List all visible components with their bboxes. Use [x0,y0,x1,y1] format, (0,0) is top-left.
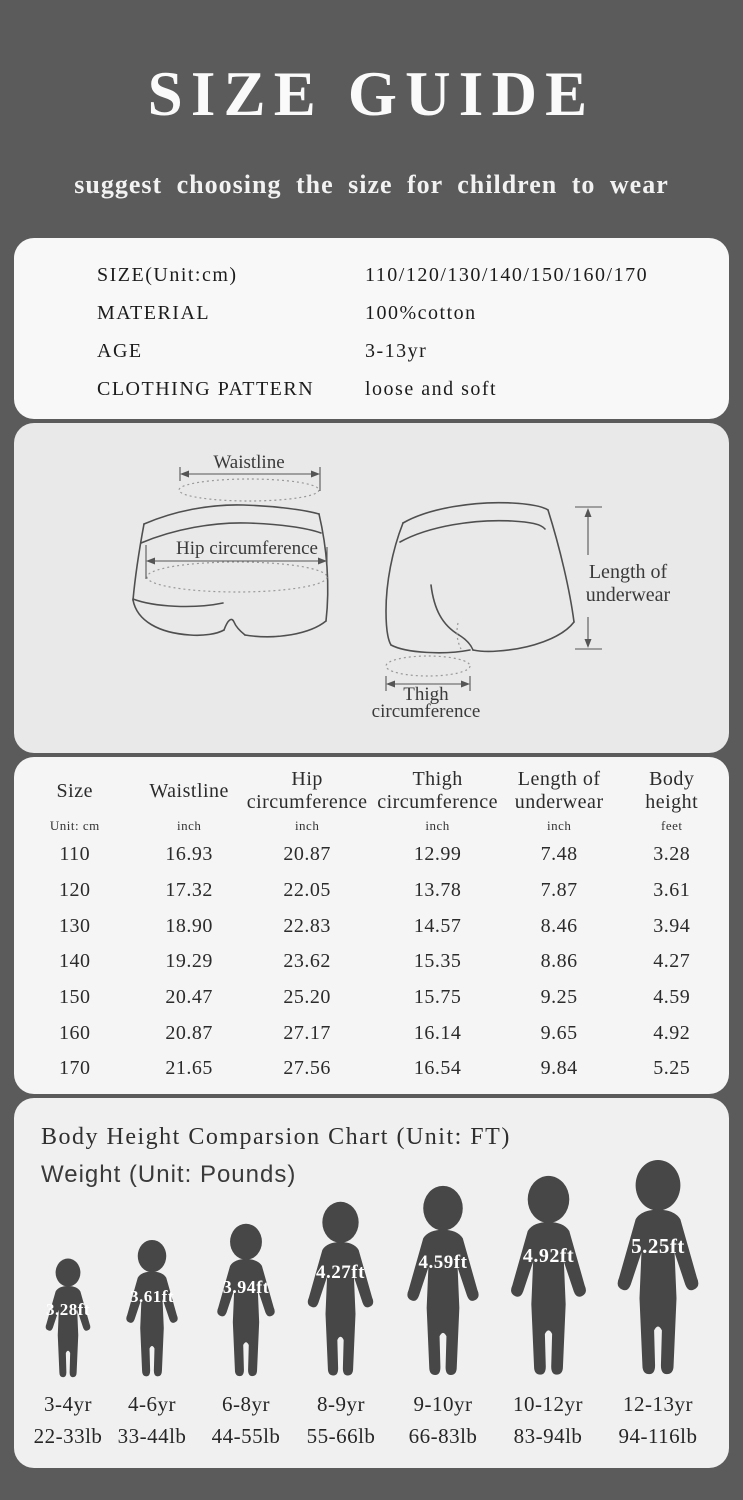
table-unit-label: Unit: cm [49,818,100,833]
size-table-card [14,757,729,1094]
figure-age-label: 12-13yr [623,1392,693,1416]
table-cell: 7.87 [540,879,578,902]
table-unit-label: feet [661,818,683,833]
info-value: 110/120/130/140/150/160/170 [365,263,649,286]
table-cell: 3.28 [653,843,691,866]
table-cell: 4.27 [653,950,691,973]
figure-caption-5 [388,1392,498,1449]
table-cell: 9.65 [540,1021,578,1044]
table-column-header: Thigh circumference [377,768,499,813]
table-cell: 8.46 [540,914,578,937]
figure-weight-label: 94-116lb [618,1424,698,1448]
info-row-age [97,332,729,370]
info-label: MATERIAL [97,301,211,324]
figure-weight-label: 22-33lb [33,1424,103,1448]
table-cell: 3.94 [653,914,691,937]
figure-age-label: 8-9yr [317,1392,365,1416]
table-cell: 22.83 [283,914,331,937]
person-silhouette-icon [121,1239,183,1381]
person-silhouette-icon [503,1175,594,1381]
person-silhouette-icon [400,1185,486,1381]
thigh-label-line1: Thigh [403,684,449,705]
length-label-line2: underwear [585,584,671,606]
page-subtitle: suggest choosing the size for children to wear [74,170,669,199]
dimension-arrowheads [146,471,592,688]
measurement-diagram-card [14,423,729,753]
underwear-measurement-diagram [14,423,729,753]
figure-weight-label: 66-83lb [408,1424,478,1448]
child-figure-5 [400,1185,486,1381]
height-chart-card [14,1098,729,1468]
info-row-material [97,294,729,332]
table-cell: 20.87 [165,1021,213,1044]
table-cell: 4.59 [653,986,691,1009]
thigh-ellipse [386,656,470,676]
table-cell: 25.20 [283,986,331,1009]
front-view-shorts-sketch [386,503,574,653]
table-cell: 15.75 [413,986,462,1009]
info-row-pattern [97,370,729,408]
size-table [14,757,729,1087]
child-figure-4 [301,1201,380,1381]
table-cell: 27.17 [283,1021,331,1044]
dimension-lines [146,467,602,691]
table-column-header: Hip circumference [246,768,368,813]
table-cell: 170 [59,1057,91,1080]
weight-chart-title: Weight (Unit: Pounds) [41,1161,297,1188]
waistline-ellipse [179,479,319,501]
info-value: loose and soft [365,377,498,400]
table-cell: 5.25 [653,1057,691,1080]
figure-height-label: 4.92ft [522,1245,575,1268]
table-column-header: Length of underwear [514,768,604,813]
height-chart-title: Body Height Comparsion Chart (Unit: FT) [41,1124,511,1150]
figure-caption-3 [191,1392,301,1449]
table-cell: 9.84 [540,1057,578,1080]
hip-circumference-label: Hip circumference [176,538,318,559]
back-view-shorts-sketch [133,505,328,637]
info-label: AGE [97,339,143,362]
table-cell: 23.62 [283,950,331,973]
table-column-header: Body height [645,768,699,813]
table-cell: 12.99 [413,843,462,866]
table-cell: 21.65 [165,1057,213,1080]
table-column-header: Waistline [149,779,229,802]
child-figure-3 [211,1223,281,1381]
figure-age-label: 9-10yr [413,1392,473,1416]
table-cell: 16.54 [413,1057,462,1080]
figure-height-label: 4.59ft [418,1251,468,1273]
table-cell: 4.92 [653,1021,691,1044]
table-cell: 20.87 [283,843,331,866]
figure-weight-label: 83-94lb [513,1424,583,1448]
table-cell: 20.47 [165,986,213,1009]
figure-weight-label: 44-55lb [211,1424,281,1448]
person-silhouette-icon [301,1201,380,1381]
table-cell: 16.93 [165,843,213,866]
child-figure-7 [609,1159,707,1381]
figure-weight-label: 55-66lb [306,1424,376,1448]
person-silhouette-icon [609,1159,707,1381]
child-figure-6 [503,1175,594,1381]
table-column-header: Size [56,779,93,802]
table-unit-label: inch [294,818,320,833]
figure-height-label: 3.94ft [222,1276,270,1297]
table-cell: 22.05 [283,879,331,902]
product-info-rows [14,238,729,408]
info-label: SIZE(Unit:cm) [97,263,238,286]
figure-age-label: 4-6yr [128,1392,176,1416]
table-cell: 130 [59,914,91,937]
table-cell: 19.29 [165,950,213,973]
table-cell: 160 [59,1021,91,1044]
table-cell: 14.57 [413,914,462,937]
table-cell: 16.14 [413,1021,462,1044]
table-cell: 7.48 [540,843,578,866]
info-value: 100%cotton [365,301,477,324]
table-cell: 17.32 [165,879,213,902]
table-unit-label: inch [546,818,572,833]
hip-ellipse [147,562,327,592]
table-cell: 120 [59,879,91,902]
table-cell: 9.25 [540,986,578,1009]
thigh-label-line2: circumference [371,701,481,722]
figure-caption-4 [286,1392,396,1449]
child-figure-1 [41,1258,95,1381]
figure-height-label: 4.27ft [316,1262,365,1284]
figure-caption-7 [603,1392,713,1449]
table-cell: 27.56 [283,1057,331,1080]
info-value: 3-13yr [365,339,428,362]
table-unit-label: inch [176,818,202,833]
info-row-size [97,256,729,294]
table-cell: 150 [59,986,91,1009]
person-silhouette-icon [211,1223,281,1381]
table-unit-label: inch [425,818,450,833]
figure-age-label: 6-8yr [222,1392,270,1416]
table-cell: 13.78 [413,879,462,902]
product-info-card [14,238,729,419]
figure-weight-label: 33-44lb [117,1424,187,1448]
info-label: CLOTHING PATTERN [97,377,315,400]
length-label-line1: Length of [588,561,668,583]
figure-height-label: 3.28ft [45,1299,91,1319]
waistline-label: Waistline [213,452,285,473]
figure-height-label: 5.25ft [631,1234,685,1259]
table-cell: 3.61 [653,879,691,902]
table-cell: 140 [59,950,91,973]
figure-age-label: 10-12yr [513,1392,583,1416]
table-cell: 8.86 [540,950,578,973]
figure-caption-6 [493,1392,603,1449]
figure-age-label: 3-4yr [44,1392,92,1416]
table-cell: 15.35 [413,950,462,973]
figure-height-label: 3.61ft [129,1287,175,1307]
table-cell: 110 [59,843,91,866]
table-cell: 18.90 [165,914,213,937]
page-title: SIZE GUIDE [147,59,596,129]
child-figure-2 [121,1239,183,1381]
